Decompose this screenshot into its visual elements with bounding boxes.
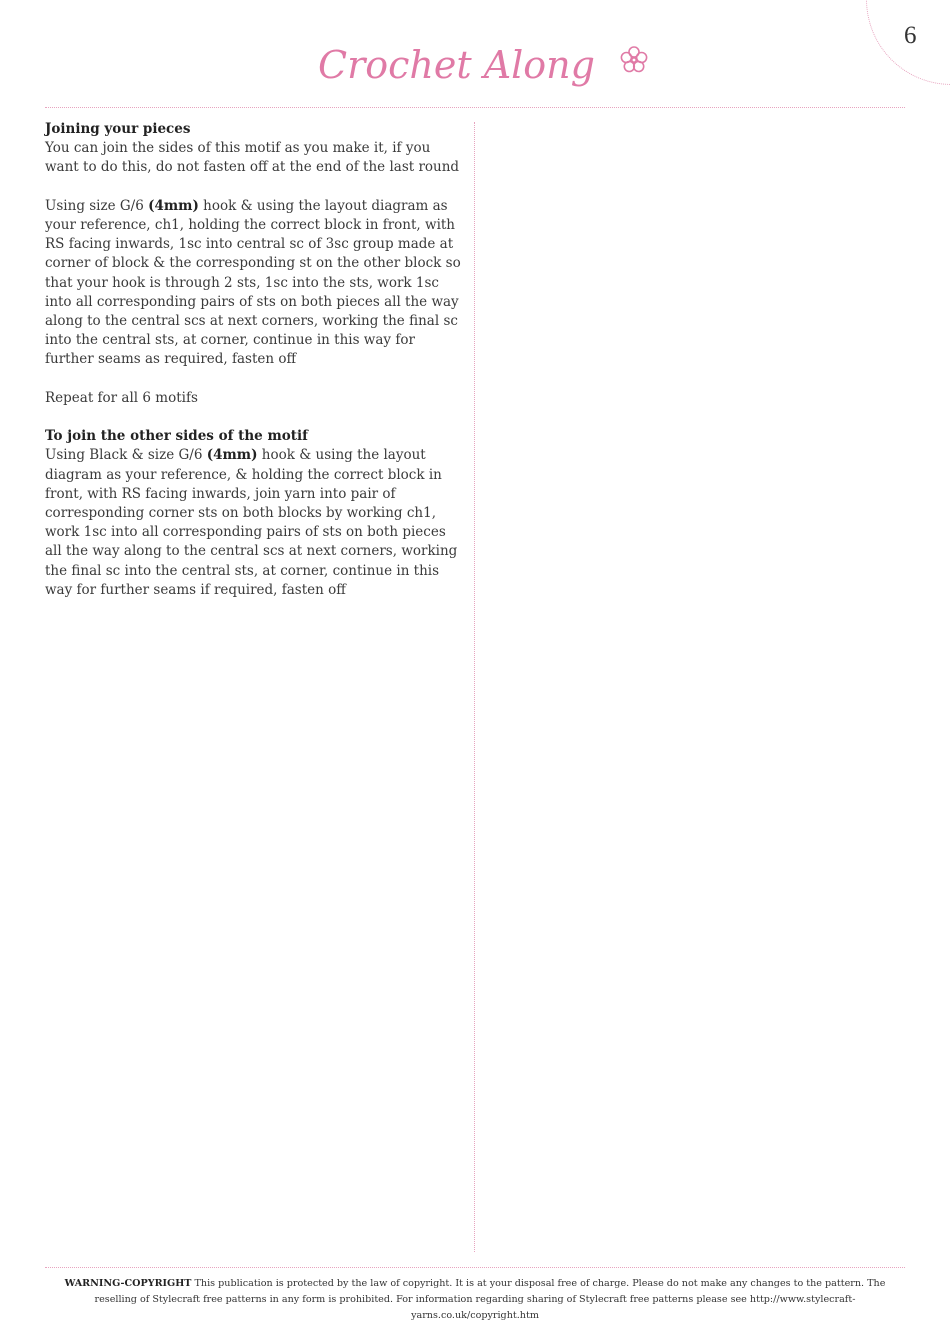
flower-icon xyxy=(621,47,646,72)
copyright-text: This publication is protected by the law of copyright. It is at your disposal free of charge. Please do not make any changes to the pattern. The reselling of Stylecraft free patterns in any form is prohibited. For information regarding sharing of Stylecraft free patterns please see http://www.stylecraft-yarns.co.uk/copyright.htm xyxy=(94,1278,886,1321)
paragraph: Repeat for all 6 motifs xyxy=(45,389,198,406)
column-divider xyxy=(474,122,475,1252)
page-number: 6 xyxy=(904,22,917,49)
copyright-footer xyxy=(45,1276,905,1324)
left-column xyxy=(45,120,465,619)
join-other-sides-section xyxy=(45,427,465,600)
paragraph: Using size G/6 (4mm) hook & using the layout diagram as your reference, ch1, holding the correct block in front, with RS facing inwards, 1sc into central sc of 3sc group made at corner of block & the corresponding st on the other block so that your hook is through 2 sts, 1sc into the sts, work 1sc into all corresponding pairs of sts on both pieces all the way along to the central scs at next corners, working the final sc into the central sts, at corner, continue in this way for further seams as required, fasten off xyxy=(45,197,461,368)
paragraph: Using Black & size G/6 (4mm) hook & using the layout diagram as your reference, & holding the correct block in front, with RS facing inwards, join yarn into pair of corresponding corner sts on both blocks by working ch1, work 1sc into all corresponding pairs of sts on both pieces all the way along to the central scs at next corners, working the final sc into the central sts, at corner, continue in this way for further seams if required, fasten off xyxy=(45,447,458,598)
crochet-along-logo xyxy=(312,38,662,102)
footer-divider xyxy=(45,1267,905,1268)
paragraph: You can join the sides of this motif as you make it, if you want to do this, do not fasten off at the end of the last round xyxy=(45,140,460,176)
logo-text: Crochet Along xyxy=(318,43,595,87)
section-heading: Joining your pieces xyxy=(45,121,191,137)
joining-section xyxy=(45,120,465,408)
copyright-label: WARNING-COPYRIGHT xyxy=(64,1278,192,1289)
hook-size: (4mm) xyxy=(148,197,199,214)
section-heading: To join the other sides of the motif xyxy=(45,428,308,445)
header-divider xyxy=(45,107,905,108)
hook-size: (4mm) xyxy=(206,447,258,464)
